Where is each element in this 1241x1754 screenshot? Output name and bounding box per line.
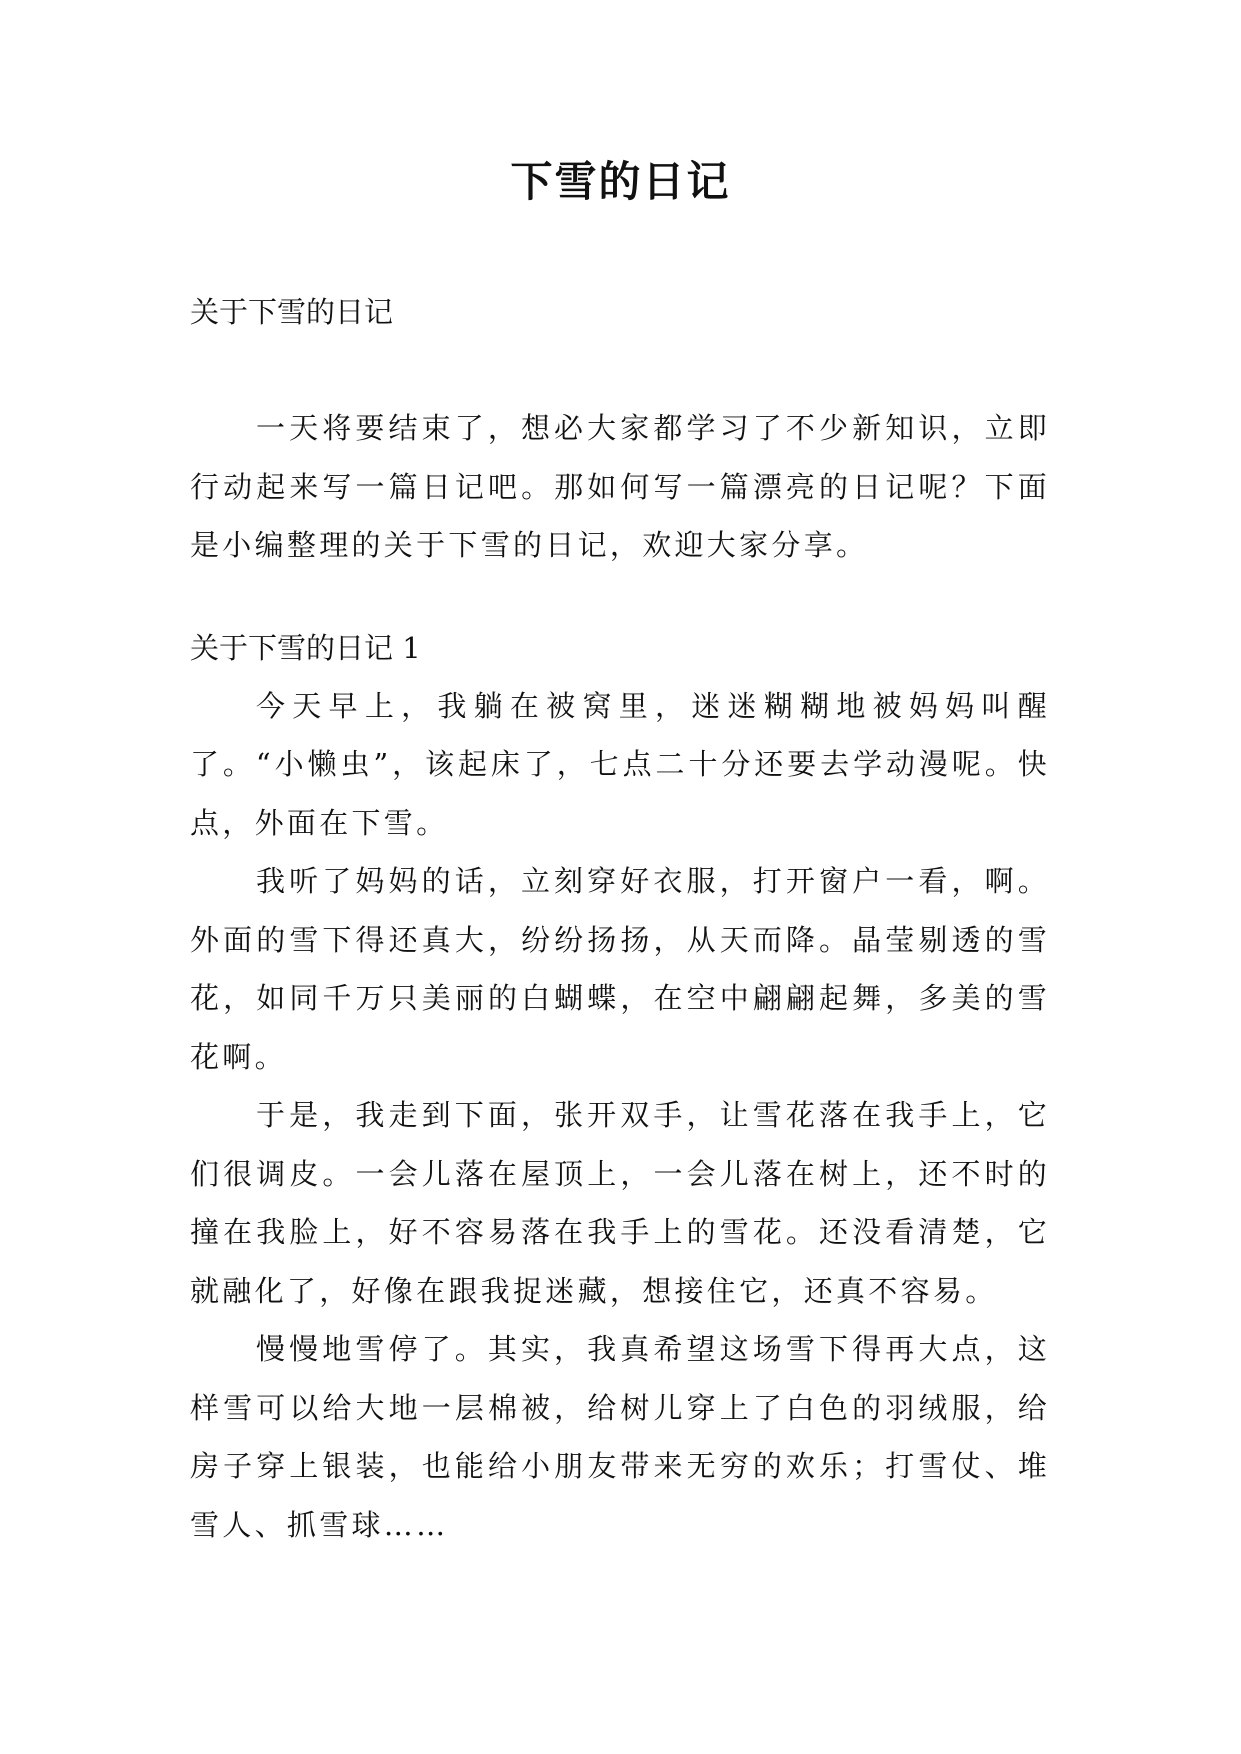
- document-body: [190, 283, 1050, 1554]
- body-paragraph: 今天早上，我躺在被窝里，迷迷糊糊地被妈妈叫醒了。“小懒虫”，该起床了，七点二十分还要去学动漫呢。快点，外面在下雪。: [190, 688, 1050, 840]
- body-paragraph: 慢慢地雪停了。其实，我真希望这场雪下得再大点，这样雪可以给大地一层棉被，给树儿穿上了白色的羽绒服，给房子穿上银装，也能给小朋友带来无穷的欢乐；打雪仗、堆雪人、抓雪球……: [190, 1332, 1050, 1542]
- intro-paragraph: 一天将要结束了，想必大家都学习了不少新知识，立即行动起来写一篇日记吧。那如何写一篇漂亮的日记呢？下面是小编整理的关于下雪的日记，欢迎大家分享。: [190, 411, 1050, 562]
- spacer: [190, 575, 1050, 619]
- spacer: [190, 341, 1050, 399]
- body-paragraph: 于是，我走到下面，张开双手，让雪花落在我手上，它们很调皮。一会儿落在屋顶上，一会儿落在树上，还不时的撞在我脸上，好不容易落在我手上的雪花。还没看清楚，它就融化了，好像在跟我捉迷藏，想接住它，还真不容易。: [190, 1098, 1050, 1308]
- document-title: 下雪的日记: [510, 157, 731, 206]
- section-heading: 关于下雪的日记 1: [190, 630, 421, 665]
- body-paragraph: 我听了妈妈的话，立刻穿好衣服，打开窗户一看，啊。外面的雪下得还真大，纷纷扬扬，从天而降。晶莹剔透的雪花，如同千万只美丽的白蝴蝶，在空中翩翩起舞，多美的雪花啊。: [190, 864, 1050, 1074]
- document-subtitle: 关于下雪的日记: [190, 295, 394, 329]
